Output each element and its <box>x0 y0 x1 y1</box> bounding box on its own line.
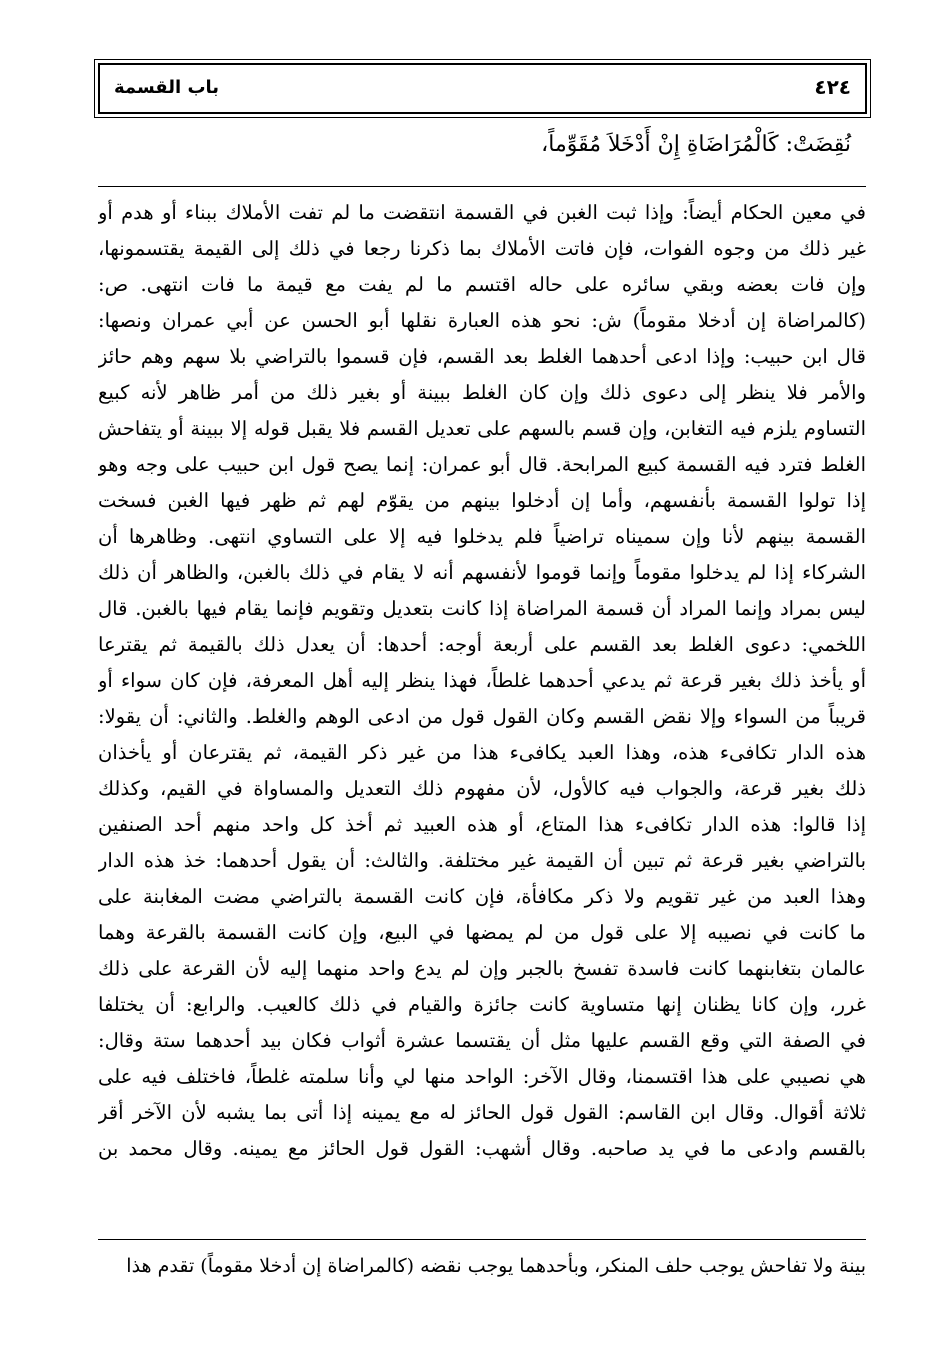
body-line: عالمان بتغابنهما كانت فاسدة تفسخ بالجبر وإن لم يدع واحد منهما إليه لأن القرعة على ذلك <box>98 957 866 980</box>
body-line: وهذا العبد من غير تقويم ولا ذكر مكافأة، فإن كانت القسمة بالتراضي مضت المغابنة على <box>98 885 866 908</box>
body-line: ليس بمراد وإنما المراد أن قسمة المراضاة إذا كانت بتعديل وتقويم فإنما يقام فيها بالغبن. قال <box>98 597 866 620</box>
chapter-title: باب القسمة <box>114 77 220 98</box>
body-line: قريباً من السواء وإلا نقض القسم وكان القول قول من ادعى الوهم والغلط. والثاني: أن يقولا: <box>98 705 866 728</box>
body-line: إذا تولوا القسمة بأنفسهم، وأما إن أدخلوا بينهم من يقوّم لهم ثم ظهر فيها الغبن فسخت <box>98 489 866 512</box>
body-line: في معين الحكام أيضاً: وإذا ثبت الغبن في القسمة انتقضت ما لم تفت الأملاك ببناء أو هدم أو <box>98 201 866 224</box>
body-line: بالتراضي بغير قرعة ثم تبين أن القيمة غير مختلفة. والثالث: أن يقول أحدهما: خذ هذه الدار <box>98 849 866 872</box>
body-line: وإن فات بعضه وبقي سائره على حاله اقتسم ما لم يفت مع قيمة ما فات انتهى. ص: <box>98 273 866 296</box>
top-divider <box>98 186 866 187</box>
body-line: غير ذلك من وجوه الفوات، فإن فاتت الأملاك بما ذكرنا رجعا في ذلك إلى القيمة يقتسمونها، <box>98 237 866 260</box>
body-line: اللخمي: دعوى الغلط بعد القسم على أربعة أوجه: أحدها: أن يعدل ذلك بالقيمة ثم يقترعا <box>98 633 866 656</box>
body-line: التساوم يلزم فيه التغابن، وإن قسم بالسهم على تعديل القسم فلا يقبل قوله إلا ببينة أو يتفاحش <box>98 417 866 440</box>
body-line: غرر، وإن كانا يظنان إنها متساوية كانت جائزة والقيام في ذلك كالعيب. والرابع: أن يختلفا <box>98 993 866 1016</box>
running-header <box>98 63 867 114</box>
body-line <box>98 1203 866 1239</box>
body-line: بالقسم وادعى ما في يد صاحبه. وقال أشهب: القول قول الحائز مع يمينه. وقال محمد بن <box>98 1137 866 1160</box>
body-line: القسمة بينهم لأنا وإن سميناه تراضياً فلم يدخلوا فيه إلا على التساوي انتهى. وظاهرها أن <box>98 525 866 548</box>
body-line: الغلط فترد فيه القسمة كبيع المرابحة. قال أبو عمران: إنما يصح قول ابن حبيب على وجه وهو <box>98 453 866 476</box>
body-line: أو يأخذ ذلك بغير قرعة ثم يدعي أحدهما غلطاً، فهذا ينظر إليه أهل المعرفة، فإن كان سواء أو <box>98 669 866 692</box>
body-line: إذا قالوا: هذه الدار تكافىء هذا المتاع، أو هذه العبيد ثم أخذ كل واحد منهم أحد الصنفين <box>98 813 866 836</box>
footnote-divider <box>98 1239 866 1240</box>
body-line: الشركاء إذا لم يدخلوا مقوماً وإنما قوموا لأنفسهم أنه لا يقام في ذلك بالغبن، والظاهر أن ذلك <box>98 561 866 584</box>
body-line: ثلاثة أقوال. وقال ابن القاسم: القول قول الحائز له مع يمينه إذا أتى بما يشبه لأن الآخر أقر <box>98 1101 866 1124</box>
page-number: ٤٢٤ <box>814 75 851 99</box>
body-line: في الصفة التي وقع القسم عليها مثل أن يقتسما عشرة أثواب فكان بيد أحدهما ستة وقال: <box>98 1029 866 1052</box>
body-line: ما كانت في نصيبه إلا على قول من لم يمضها في البيع، وإن كانت القسمة بالقرعة وهما <box>98 921 866 944</box>
body-line: هي نصيبي على هذا اقتسمنا، وقال الآخر: الواحد منها لي وأنا سلمته غلطاً، فاختلف فيه على <box>98 1065 866 1088</box>
body-line: ذلك بغير قرعة، والجواب فيه كالأول، لأن مفهوم ذلك التعديل والمساواة في القيم، وكذلك <box>98 777 866 800</box>
body-line <box>98 1167 866 1203</box>
body-line: هذه الدار تكافىء هذه، وهذا العبد يكافىء هذا من غير ذكر القيمة، ثم يقترعان أو يأخذان <box>98 741 866 764</box>
body-line: والأمر فلا ينظر إلى دعوى ذلك وإن كان الغلط ببينة أو بغير ذلك من أمر ظاهر لأنه كبيع <box>98 381 866 404</box>
footnote-text: بينة ولا تفاحش يوجب حلف المنكر، وبأحدهما يوجب نقضه (كالمراضاة إن أدخلا مقوماً) تقدم هذا <box>126 1255 866 1277</box>
commentary-body <box>98 195 866 1239</box>
matn-text: نُقِضَتْ: كَالْمُرَاضَاةِ إِنْ أَدْخَلاَ مُقَوِّماً، <box>541 132 851 157</box>
body-line: قال ابن حبيب: وإذا ادعى أحدهما الغلط بعد القسم، فإن قسموا بالتراضي بلا سهم وهم حائز <box>98 345 866 368</box>
body-line: (كالمراضاة إن أدخلا مقوماً) ش: نحو هذه العبارة نقلها أبو الحسن عن أبي عمران ونصها: <box>98 309 866 332</box>
